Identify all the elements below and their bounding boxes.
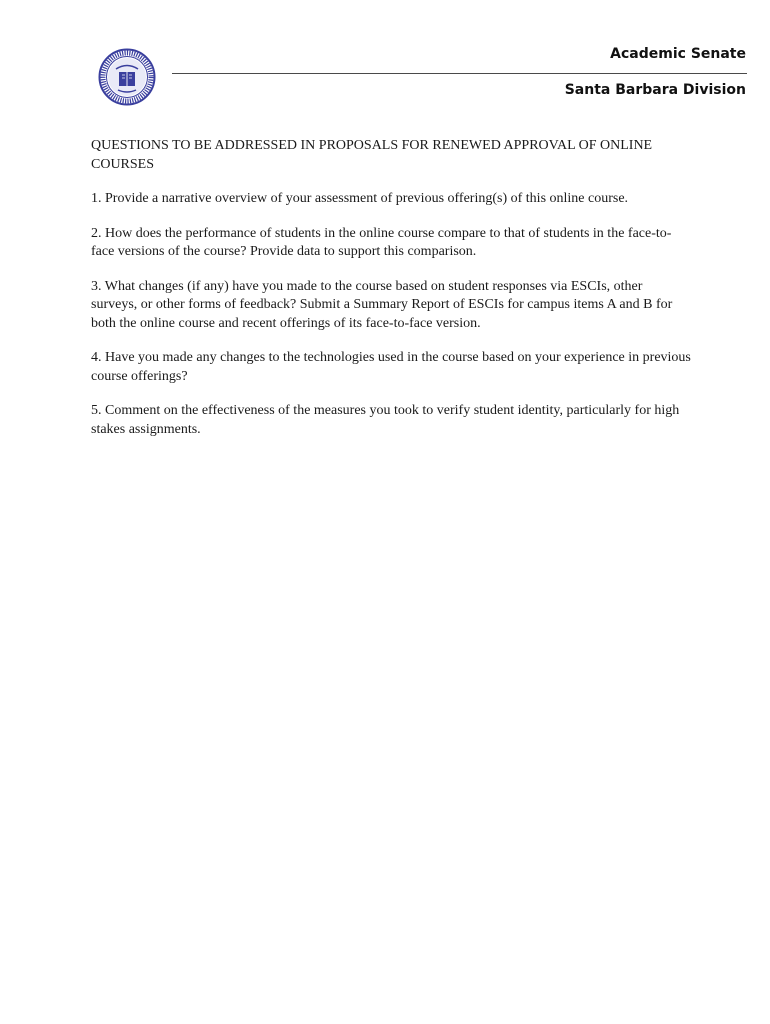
question-3: 3. What changes (if any) have you made to the course based on student responses via ESCIs, other surveys, or other forms of feedback? Submit a Summary Report of ESCIs for campus items A and B for both the online course and recent offerings of its face-to-face version. <box>91 278 673 331</box>
document-body <box>91 137 691 455</box>
division-name: Santa Barbara Division <box>564 82 746 98</box>
question-5: 5. Comment on the effectiveness of the measures you took to verify student identity, particularly for high stakes assignments. <box>91 403 680 437</box>
question-1: 1. Provide a narrative overview of your assessment of previous offering(s) of this online course. <box>91 191 629 206</box>
university-seal-logo <box>98 48 156 106</box>
header-divider <box>172 73 747 74</box>
organization-name: Academic Senate <box>610 46 746 62</box>
question-2: 2. How does the performance of students in the online course compare to that of students in the face-to-face versions of the course? Provide data to support this comparison. <box>91 225 672 259</box>
question-4: 4. Have you made any changes to the technologies used in the course based on your experience in previous course offerings? <box>91 350 691 384</box>
document-title: QUESTIONS TO BE ADDRESSED IN PROPOSALS FOR RENEWED APPROVAL OF ONLINE COURSES <box>91 138 653 172</box>
